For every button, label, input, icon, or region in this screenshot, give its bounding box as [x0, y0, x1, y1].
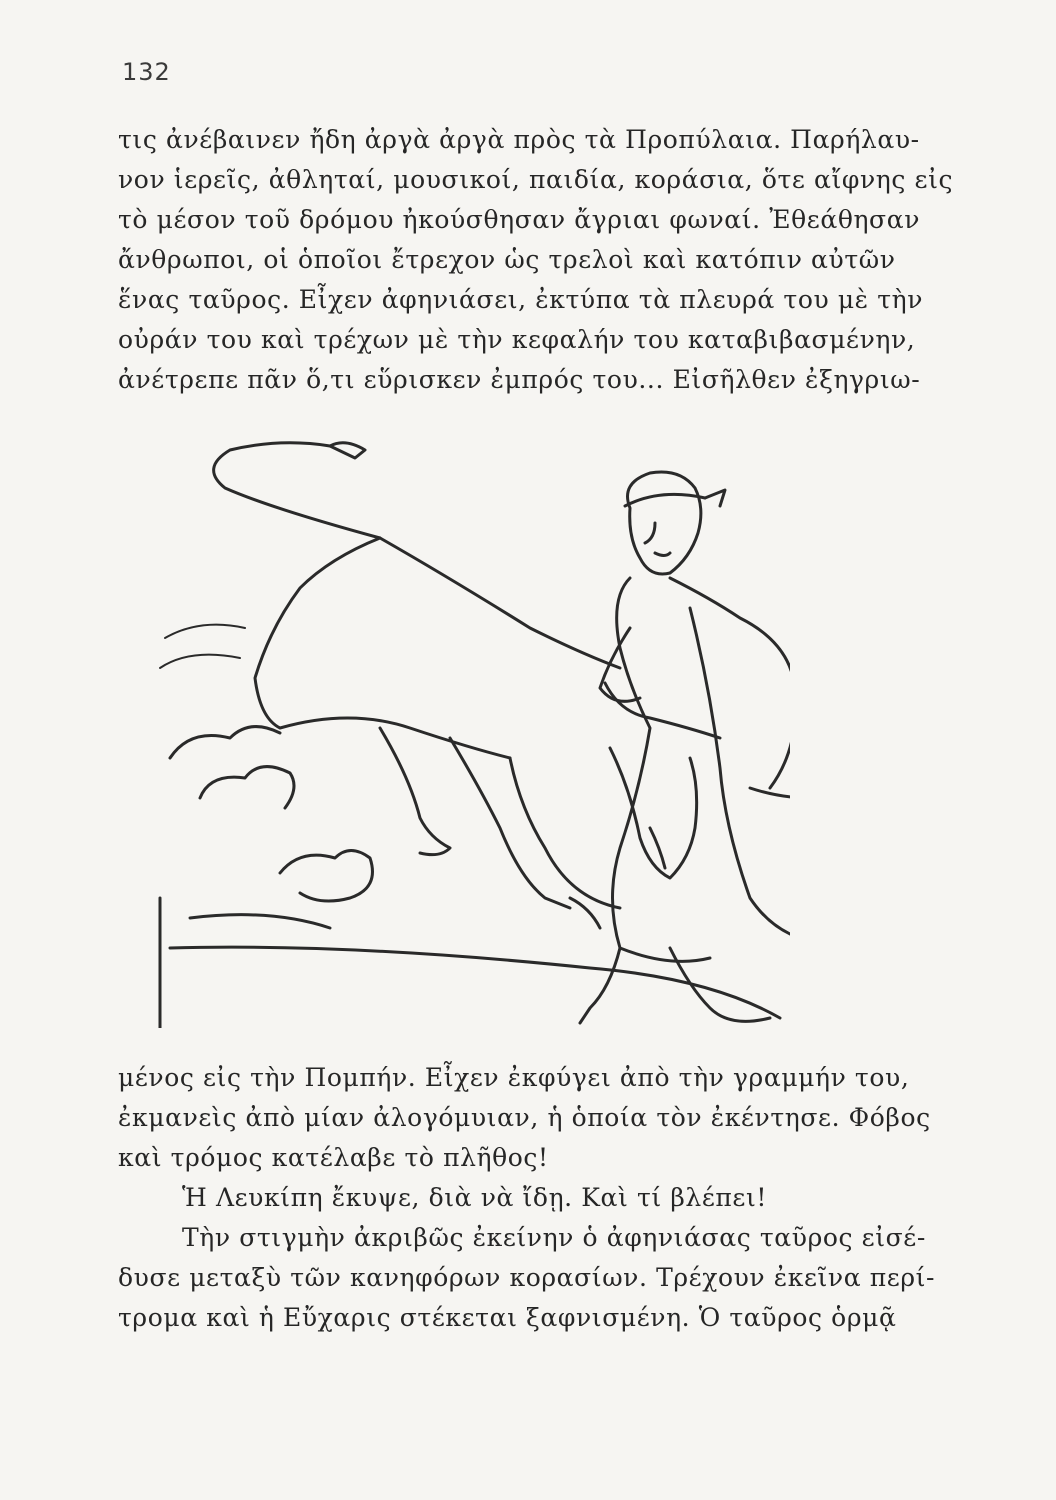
- bull-and-man-sketch-icon: [150, 428, 790, 1028]
- text-line: νον ἱερεῖς, ἀθληταί, μουσικοί, παιδία, κοράσια, ὅτε αἴφνης εἰς: [118, 165, 954, 194]
- text-line: καὶ τρόμος κατέλαβε τὸ πλῆθος!: [118, 1143, 549, 1172]
- text-line: ἀνέτρεπε πᾶν ὅ,τι εὕρισκεν ἐμπρός του... Εἰσῆλθεν ἐξηγριω-: [118, 365, 921, 394]
- text-line: οὐράν του καὶ τρέχων μὲ τὴν κεφαλήν του καταβιβασμένην,: [118, 325, 916, 354]
- text-line: μένος εἰς τὴν Πομπήν. Εἶχεν ἐκφύγει ἀπὸ τὴν γραμμήν του,: [118, 1063, 910, 1092]
- paragraph-bottom: [118, 1058, 966, 1338]
- text-line: Τὴν στιγμὴν ἀκριβῶς ἐκείνην ὁ ἀφηνιάσας ταῦρος εἰσέ-: [182, 1223, 926, 1252]
- text-line: ἄνθρωποι, οἱ ὁποῖοι ἔτρεχον ὡς τρελοὶ καὶ κατόπιν αὐτῶν: [118, 245, 896, 274]
- text-line: Ἡ Λευκίπη ἔκυψε, διὰ νὰ ἴδῃ. Καὶ τί βλέπει!: [182, 1183, 768, 1212]
- paragraph-top: [118, 120, 966, 400]
- text-line: τρομα καὶ ἡ Εὔχαρις στέκεται ξαφνισμένη. Ὁ ταῦρος ὁρμᾷ: [118, 1303, 897, 1332]
- text-line: ἕνας ταῦρος. Εἶχεν ἀφηνιάσει, ἐκτύπα τὰ πλευρά του μὲ τὴν: [118, 285, 924, 314]
- text-line: ἐκμανεὶς ἀπὸ μίαν ἀλογόμυιαν, ἡ ὁποία τὸν ἐκέντησε. Φόβος: [118, 1103, 931, 1132]
- page-number: 132: [122, 58, 171, 86]
- text-line: τις ἀνέβαινεν ἤδη ἀργὰ ἀργὰ πρὸς τὰ Προπύλαια. Παρήλαυ-: [118, 125, 920, 154]
- text-line: τὸ μέσον τοῦ δρόμου ἠκούσθησαν ἄγριαι φωναί. Ἐθεάθησαν: [118, 205, 921, 234]
- text-line: δυσε μεταξὺ τῶν κανηφόρων κορασίων. Τρέχουν ἐκεῖνα περί-: [118, 1263, 936, 1292]
